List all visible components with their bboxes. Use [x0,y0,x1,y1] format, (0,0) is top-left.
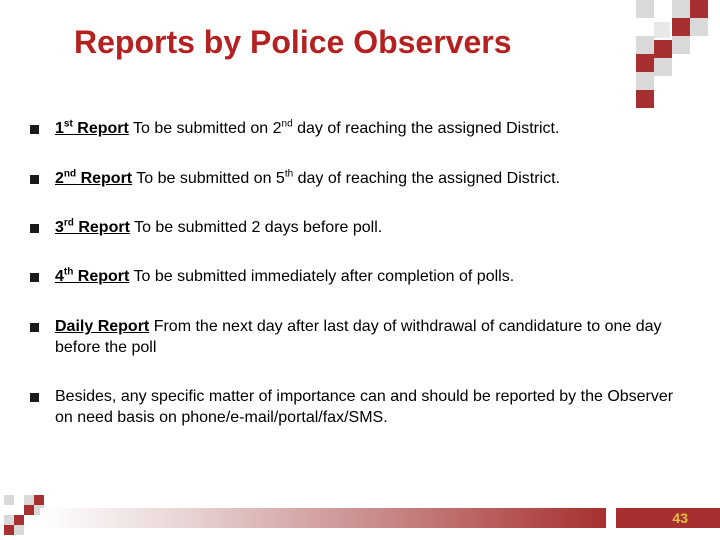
bullet-text: 1st Report To be submitted on 2nd day of reaching the assigned District. [55,118,560,137]
bullet-text: 4th Report To be submitted immediately after completion of polls. [55,266,515,285]
page-number: 43 [672,510,688,526]
bullet-marker [30,175,39,184]
bullet-text: 2nd Report To be submitted on 5th day of reaching the assigned District. [55,168,560,187]
list-item [30,168,690,189]
bullet-marker [30,323,39,332]
bullet-marker [30,393,39,402]
page-number-box [616,508,720,528]
checker-logo-icon [630,0,720,110]
bullet-heading: 2nd Report [55,168,133,187]
bullet-heading: Daily Report [55,318,150,335]
bullet-text: Besides, any specific matter of importance can and should be reported by the Observer on need basis on phone/e-mail/portal/fax/SMS. [55,388,674,426]
list-item [30,386,690,428]
bullet-text: 3rd Report To be submitted 2 days before poll. [55,217,383,236]
bullet-heading: 1st Report [55,118,129,137]
bullet-marker [30,273,39,282]
bullet-text: Daily Report From the next day after last day of withdrawal of candidature to one day before the poll [55,318,662,356]
bullet-marker [30,125,39,134]
list-item [30,217,690,238]
bullet-marker [30,224,39,233]
bullet-heading: 3rd Report [55,217,130,236]
list-item [30,266,690,287]
list-item [30,316,690,358]
footer-gradient-bar [40,508,606,528]
list-item [30,118,690,139]
bullet-heading: 4th Report [55,266,130,285]
slide-title: Reports by Police Observers [74,24,512,60]
